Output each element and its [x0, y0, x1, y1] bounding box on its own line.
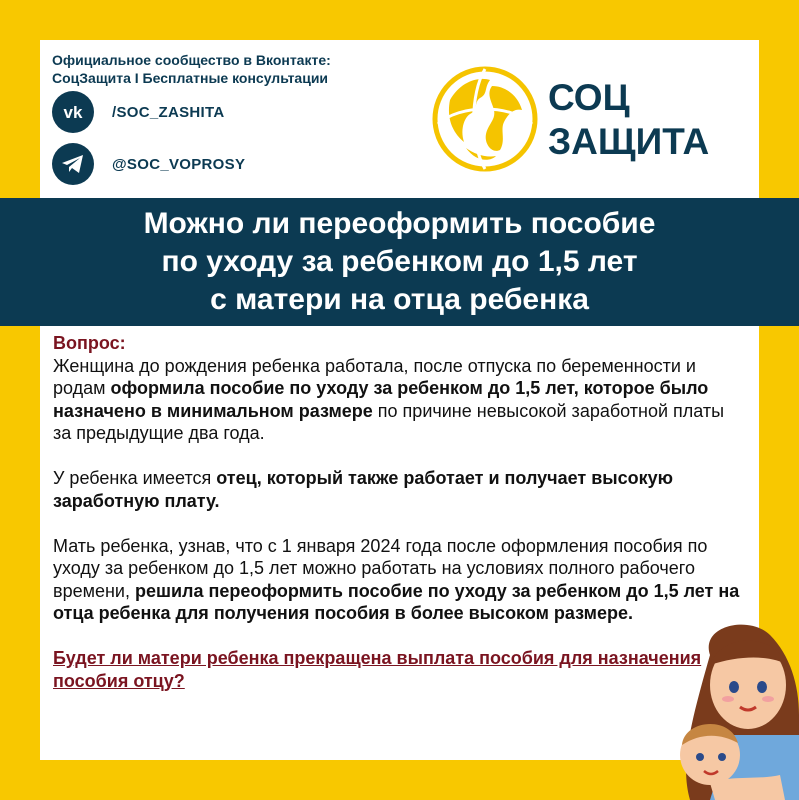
vk-handle: /SOC_ZASHITA — [112, 103, 225, 121]
paragraph-3-text: Мать ребенка, узнав, что с 1 января 2024 года после оформления пособия по уходу за ребенком до 1,5 лет можно работать на условиях полного рабочего времени, — [53, 535, 708, 601]
paragraph-2 — [53, 467, 743, 512]
paragraph-3 — [53, 535, 743, 625]
svg-text:vk: vk — [63, 104, 83, 120]
paragraph-1-end: по причине невысокой заработной платы за предыдущие два года. — [53, 400, 725, 443]
header — [40, 40, 759, 196]
community-line1: Официальное сообщество в Вконтакте: — [52, 52, 331, 68]
mother-child-illustration — [670, 615, 799, 800]
paragraph-2-text: У ребенка имеется — [53, 468, 217, 488]
brand-line1: СОЦ — [548, 77, 630, 118]
globe-icon — [430, 64, 540, 174]
final-question: Будет ли матери ребенка прекращена выплата пособия для назначения пособия отцу? — [53, 648, 702, 691]
question-body — [53, 332, 743, 715]
telegram-handle: @SOC_VOPROSY — [112, 155, 246, 173]
telegram-link[interactable] — [52, 143, 245, 185]
paragraph-1 — [53, 355, 743, 445]
paragraph-1-text: Женщина до рождения ребенка работала, после отпуска по беременности и родам — [53, 355, 696, 398]
title-banner — [0, 198, 799, 326]
content-card — [40, 40, 759, 760]
paragraph-2-bold: отец, который также работает и получает высокую заработную плату. — [53, 468, 674, 511]
telegram-icon — [52, 143, 94, 185]
logo — [430, 64, 730, 184]
community-info — [52, 51, 331, 87]
question-label: Вопрос: — [53, 333, 126, 353]
paragraph-3-bold: решила переоформить пособие по уходу за ребенком до 1,5 лет на отца ребенка для получения пособия в более высоком размере. — [53, 580, 740, 623]
paragraph-1-bold: оформила пособие по уходу за ребенком до 1,5 лет, которое было назначено в минимальном размере — [53, 378, 709, 421]
vk-icon — [52, 91, 94, 133]
community-line2: СоцЗащита I Бесплатные консультации — [52, 70, 329, 86]
brand-line2: ЗАЩИТА — [548, 121, 710, 162]
vk-link[interactable] — [52, 91, 225, 133]
brand-name — [548, 76, 709, 164]
page-title: Можно ли переоформить пособие по уходу за ребенком до 1,5 лет с матери на отца ребенка — [143, 207, 656, 316]
